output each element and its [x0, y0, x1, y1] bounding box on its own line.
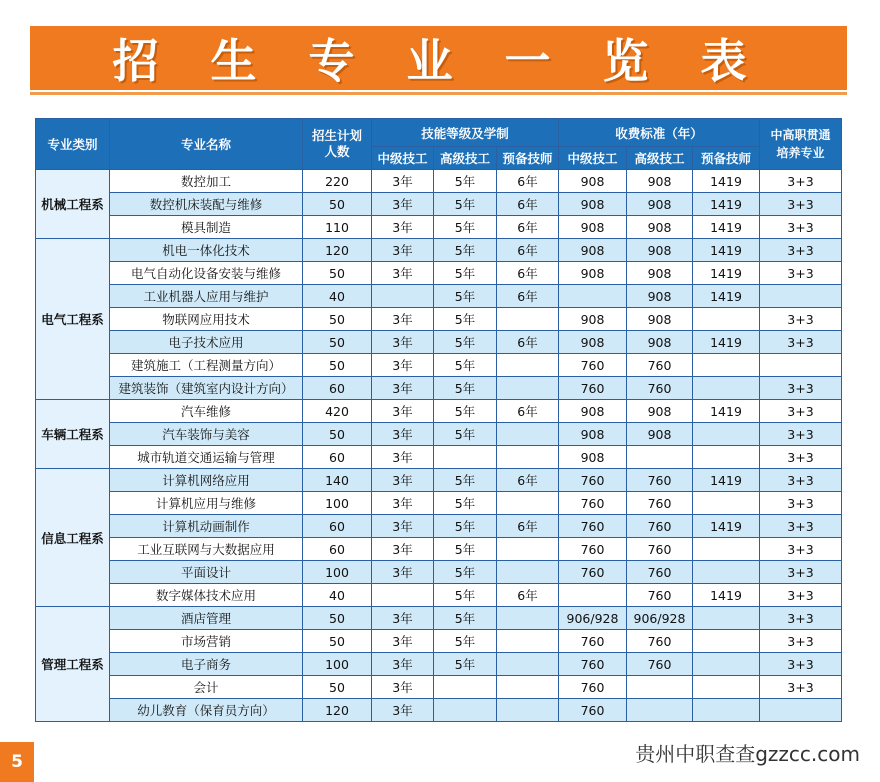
- cell-prep: [497, 538, 559, 561]
- cell-major: 城市轨道交通运输与管理: [110, 446, 303, 469]
- cell-major: 数控加工: [110, 170, 303, 193]
- cell-major: 电子商务: [110, 653, 303, 676]
- cell-fee-prep: [693, 423, 760, 446]
- cell-major: 计算机网络应用: [110, 469, 303, 492]
- cell-mid: 3年: [372, 239, 434, 262]
- cell-prep: 6年: [497, 216, 559, 239]
- cell-enroll: 40: [303, 584, 372, 607]
- cell-enroll: 140: [303, 469, 372, 492]
- cell-enroll: 50: [303, 262, 372, 285]
- header-fee-mid: 中级技工: [559, 147, 627, 170]
- header-prep: 预备技师: [497, 147, 559, 170]
- cell-enroll: 50: [303, 354, 372, 377]
- cell-mid: 3年: [372, 262, 434, 285]
- cell-high: 5年: [434, 607, 497, 630]
- table-row: [36, 331, 842, 354]
- cell-fee-high: 760: [627, 492, 693, 515]
- cell-enroll: 50: [303, 607, 372, 630]
- cell-prep: 6年: [497, 262, 559, 285]
- cell-fee-mid: 760: [559, 377, 627, 400]
- cell-major: 汽车维修: [110, 400, 303, 423]
- cell-prep: 6年: [497, 400, 559, 423]
- cell-fee-prep: [693, 308, 760, 331]
- cell-pathway: 3+3: [760, 262, 842, 285]
- cell-fee-prep: 1419: [693, 239, 760, 262]
- cell-prep: [497, 630, 559, 653]
- cell-fee-mid: 760: [559, 492, 627, 515]
- cell-fee-high: [627, 446, 693, 469]
- page-number: 5: [0, 742, 34, 782]
- cell-mid: 3年: [372, 607, 434, 630]
- cell-high: 5年: [434, 469, 497, 492]
- cell-fee-mid: 908: [559, 262, 627, 285]
- department-cell: 机械工程系: [36, 170, 110, 239]
- cell-major: 会计: [110, 676, 303, 699]
- table-row: [36, 492, 842, 515]
- cell-mid: 3年: [372, 377, 434, 400]
- cell-enroll: 60: [303, 538, 372, 561]
- cell-high: 5年: [434, 262, 497, 285]
- cell-enroll: 60: [303, 446, 372, 469]
- cell-fee-mid: 908: [559, 193, 627, 216]
- cell-prep: [497, 607, 559, 630]
- cell-high: 5年: [434, 515, 497, 538]
- cell-fee-mid: 760: [559, 653, 627, 676]
- cell-high: [434, 446, 497, 469]
- cell-high: 5年: [434, 308, 497, 331]
- cell-major: 物联网应用技术: [110, 308, 303, 331]
- cell-pathway: 3+3: [760, 676, 842, 699]
- cell-fee-high: 908: [627, 400, 693, 423]
- department-cell: 电气工程系: [36, 239, 110, 400]
- table-row: [36, 561, 842, 584]
- cell-high: 5年: [434, 239, 497, 262]
- cell-fee-prep: [693, 538, 760, 561]
- cell-fee-prep: [693, 561, 760, 584]
- cell-fee-high: 760: [627, 584, 693, 607]
- cell-enroll: 50: [303, 331, 372, 354]
- department-cell: 信息工程系: [36, 469, 110, 607]
- table-row: [36, 239, 842, 262]
- cell-pathway: 3+3: [760, 170, 842, 193]
- cell-major: 工业互联网与大数据应用: [110, 538, 303, 561]
- enrollment-table-container: [35, 118, 842, 722]
- cell-high: 5年: [434, 653, 497, 676]
- cell-mid: 3年: [372, 216, 434, 239]
- cell-fee-high: 760: [627, 538, 693, 561]
- cell-fee-prep: 1419: [693, 170, 760, 193]
- cell-pathway: 3+3: [760, 584, 842, 607]
- cell-fee-prep: 1419: [693, 285, 760, 308]
- banner-underline: [30, 92, 847, 95]
- cell-fee-high: 908: [627, 193, 693, 216]
- cell-mid: 3年: [372, 423, 434, 446]
- header-major: 专业名称: [110, 119, 303, 170]
- cell-mid: 3年: [372, 630, 434, 653]
- cell-prep: [497, 354, 559, 377]
- cell-fee-mid: 760: [559, 354, 627, 377]
- cell-prep: [497, 676, 559, 699]
- cell-fee-high: 760: [627, 653, 693, 676]
- cell-mid: 3年: [372, 515, 434, 538]
- cell-prep: 6年: [497, 193, 559, 216]
- cell-major: 模具制造: [110, 216, 303, 239]
- cell-fee-prep: [693, 630, 760, 653]
- cell-high: 5年: [434, 561, 497, 584]
- cell-mid: 3年: [372, 492, 434, 515]
- cell-major: 工业机器人应用与维护: [110, 285, 303, 308]
- header-fee-high: 高级技工: [627, 147, 693, 170]
- cell-pathway: 3+3: [760, 308, 842, 331]
- cell-major: 机电一体化技术: [110, 239, 303, 262]
- cell-pathway: 3+3: [760, 538, 842, 561]
- page-title: 招 生 专 业 一 览 表: [112, 34, 765, 88]
- cell-enroll: 220: [303, 170, 372, 193]
- table-row: [36, 170, 842, 193]
- cell-fee-mid: 760: [559, 699, 627, 722]
- cell-major: 平面设计: [110, 561, 303, 584]
- table-row: [36, 538, 842, 561]
- cell-pathway: 3+3: [760, 400, 842, 423]
- cell-pathway: [760, 354, 842, 377]
- cell-fee-high: [627, 676, 693, 699]
- cell-pathway: 3+3: [760, 216, 842, 239]
- cell-high: [434, 676, 497, 699]
- cell-fee-prep: [693, 492, 760, 515]
- cell-fee-prep: 1419: [693, 216, 760, 239]
- cell-enroll: 50: [303, 308, 372, 331]
- cell-pathway: 3+3: [760, 630, 842, 653]
- table-row: [36, 262, 842, 285]
- cell-high: 5年: [434, 630, 497, 653]
- cell-pathway: 3+3: [760, 561, 842, 584]
- cell-fee-high: 908: [627, 262, 693, 285]
- table-row: [36, 354, 842, 377]
- cell-high: 5年: [434, 423, 497, 446]
- cell-fee-mid: 908: [559, 170, 627, 193]
- cell-prep: [497, 377, 559, 400]
- table-row: [36, 653, 842, 676]
- department-cell: 管理工程系: [36, 607, 110, 722]
- cell-high: 5年: [434, 193, 497, 216]
- cell-pathway: 3+3: [760, 653, 842, 676]
- cell-fee-mid: 908: [559, 423, 627, 446]
- cell-major: 电气自动化设备安装与维修: [110, 262, 303, 285]
- table-row: [36, 423, 842, 446]
- cell-fee-high: 906/928: [627, 607, 693, 630]
- cell-fee-prep: [693, 676, 760, 699]
- cell-pathway: 3+3: [760, 423, 842, 446]
- cell-mid: 3年: [372, 170, 434, 193]
- cell-mid: 3年: [372, 193, 434, 216]
- table-row: [36, 515, 842, 538]
- table-row: [36, 216, 842, 239]
- table-row: [36, 193, 842, 216]
- cell-fee-high: 760: [627, 469, 693, 492]
- cell-fee-prep: [693, 377, 760, 400]
- cell-fee-high: 760: [627, 354, 693, 377]
- cell-major: 酒店管理: [110, 607, 303, 630]
- cell-prep: [497, 561, 559, 584]
- cell-major: 市场营销: [110, 630, 303, 653]
- cell-major: 电子技术应用: [110, 331, 303, 354]
- cell-prep: [497, 492, 559, 515]
- cell-fee-high: 760: [627, 561, 693, 584]
- cell-high: 5年: [434, 400, 497, 423]
- cell-pathway: 3+3: [760, 515, 842, 538]
- cell-enroll: 120: [303, 239, 372, 262]
- cell-fee-high: 908: [627, 285, 693, 308]
- cell-enroll: 110: [303, 216, 372, 239]
- cell-prep: [497, 653, 559, 676]
- cell-prep: [497, 423, 559, 446]
- cell-mid: 3年: [372, 538, 434, 561]
- cell-fee-high: [627, 699, 693, 722]
- department-cell: 车辆工程系: [36, 400, 110, 469]
- cell-major: 幼儿教育（保育员方向）: [110, 699, 303, 722]
- cell-pathway: 3+3: [760, 469, 842, 492]
- cell-prep: [497, 446, 559, 469]
- cell-high: 5年: [434, 170, 497, 193]
- cell-enroll: 120: [303, 699, 372, 722]
- cell-enroll: 50: [303, 676, 372, 699]
- cell-fee-mid: 760: [559, 630, 627, 653]
- cell-prep: 6年: [497, 285, 559, 308]
- cell-fee-high: 908: [627, 308, 693, 331]
- cell-prep: 6年: [497, 584, 559, 607]
- table-row: [36, 400, 842, 423]
- header-pathway-text: 中高职贯通培养专业: [770, 128, 831, 160]
- header-enroll-text: 招生计划人数: [311, 128, 362, 159]
- table-row: [36, 584, 842, 607]
- cell-prep: 6年: [497, 515, 559, 538]
- cell-pathway: 3+3: [760, 446, 842, 469]
- cell-mid: 3年: [372, 308, 434, 331]
- cell-fee-prep: 1419: [693, 193, 760, 216]
- cell-major: 汽车装饰与美容: [110, 423, 303, 446]
- cell-fee-mid: 908: [559, 239, 627, 262]
- cell-fee-prep: [693, 446, 760, 469]
- cell-fee-prep: 1419: [693, 515, 760, 538]
- cell-enroll: 100: [303, 492, 372, 515]
- cell-high: 5年: [434, 354, 497, 377]
- cell-prep: 6年: [497, 239, 559, 262]
- cell-mid: 3年: [372, 469, 434, 492]
- cell-major: 建筑装饰（建筑室内设计方向）: [110, 377, 303, 400]
- cell-mid: [372, 584, 434, 607]
- cell-major: 数控机床装配与维修: [110, 193, 303, 216]
- watermark-text: 贵州中职查查gzzcc.com: [635, 742, 860, 766]
- cell-pathway: 3+3: [760, 492, 842, 515]
- cell-pathway: 3+3: [760, 193, 842, 216]
- cell-fee-prep: [693, 653, 760, 676]
- cell-pathway: [760, 699, 842, 722]
- cell-high: 5年: [434, 285, 497, 308]
- cell-enroll: 100: [303, 653, 372, 676]
- cell-major: 计算机动画制作: [110, 515, 303, 538]
- header-mid: 中级技工: [372, 147, 434, 170]
- cell-fee-mid: 908: [559, 331, 627, 354]
- table-row: [36, 676, 842, 699]
- cell-fee-mid: 760: [559, 561, 627, 584]
- cell-fee-prep: 1419: [693, 469, 760, 492]
- cell-fee-high: 908: [627, 170, 693, 193]
- table-row: [36, 699, 842, 722]
- cell-mid: 3年: [372, 331, 434, 354]
- table-row: [36, 469, 842, 492]
- table-row: [36, 377, 842, 400]
- table-row: [36, 630, 842, 653]
- cell-enroll: 40: [303, 285, 372, 308]
- header-fee-prep: 预备技师: [693, 147, 760, 170]
- cell-major: 数字媒体技术应用: [110, 584, 303, 607]
- cell-pathway: 3+3: [760, 377, 842, 400]
- cell-mid: 3年: [372, 676, 434, 699]
- table-row: [36, 446, 842, 469]
- cell-fee-prep: 1419: [693, 262, 760, 285]
- table-row: [36, 285, 842, 308]
- cell-fee-mid: 760: [559, 469, 627, 492]
- cell-fee-mid: 760: [559, 515, 627, 538]
- cell-enroll: 60: [303, 377, 372, 400]
- cell-high: 5年: [434, 492, 497, 515]
- cell-fee-mid: 908: [559, 446, 627, 469]
- cell-enroll: 50: [303, 423, 372, 446]
- enrollment-table: [35, 118, 842, 722]
- cell-high: 5年: [434, 331, 497, 354]
- cell-fee-prep: 1419: [693, 331, 760, 354]
- cell-pathway: 3+3: [760, 331, 842, 354]
- cell-high: 5年: [434, 584, 497, 607]
- cell-enroll: 60: [303, 515, 372, 538]
- cell-mid: 3年: [372, 653, 434, 676]
- cell-mid: 3年: [372, 354, 434, 377]
- cell-enroll: 420: [303, 400, 372, 423]
- cell-fee-high: 908: [627, 331, 693, 354]
- cell-fee-prep: [693, 354, 760, 377]
- cell-fee-mid: [559, 285, 627, 308]
- cell-fee-mid: [559, 584, 627, 607]
- header-fee-group: 收费标准（年）: [559, 119, 760, 147]
- cell-pathway: 3+3: [760, 239, 842, 262]
- cell-fee-high: 908: [627, 423, 693, 446]
- cell-fee-mid: 760: [559, 676, 627, 699]
- cell-mid: 3年: [372, 561, 434, 584]
- title-banner: [30, 26, 847, 90]
- cell-pathway: 3+3: [760, 607, 842, 630]
- cell-fee-mid: 906/928: [559, 607, 627, 630]
- cell-fee-prep: 1419: [693, 584, 760, 607]
- cell-high: 5年: [434, 377, 497, 400]
- cell-fee-prep: [693, 699, 760, 722]
- cell-prep: 6年: [497, 170, 559, 193]
- cell-fee-high: 760: [627, 377, 693, 400]
- cell-high: 5年: [434, 216, 497, 239]
- cell-mid: 3年: [372, 446, 434, 469]
- cell-prep: [497, 699, 559, 722]
- cell-fee-prep: 1419: [693, 400, 760, 423]
- cell-fee-high: 760: [627, 515, 693, 538]
- cell-major: 建筑施工（工程测量方向）: [110, 354, 303, 377]
- header-enroll: [303, 119, 372, 170]
- header-pathway: [760, 119, 842, 170]
- cell-mid: [372, 285, 434, 308]
- cell-fee-mid: 908: [559, 216, 627, 239]
- cell-enroll: 50: [303, 630, 372, 653]
- cell-fee-mid: 908: [559, 400, 627, 423]
- cell-fee-mid: 760: [559, 538, 627, 561]
- cell-prep: 6年: [497, 331, 559, 354]
- cell-enroll: 50: [303, 193, 372, 216]
- table-body: [36, 170, 842, 722]
- cell-fee-high: 760: [627, 630, 693, 653]
- cell-mid: 3年: [372, 699, 434, 722]
- cell-prep: 6年: [497, 469, 559, 492]
- table-row: [36, 607, 842, 630]
- header-high: 高级技工: [434, 147, 497, 170]
- cell-high: 5年: [434, 538, 497, 561]
- table-row: [36, 308, 842, 331]
- cell-fee-prep: [693, 607, 760, 630]
- header-category: 专业类别: [36, 119, 110, 170]
- cell-fee-mid: 908: [559, 308, 627, 331]
- cell-prep: [497, 308, 559, 331]
- cell-enroll: 100: [303, 561, 372, 584]
- cell-major: 计算机应用与维修: [110, 492, 303, 515]
- cell-mid: 3年: [372, 400, 434, 423]
- header-skill-group: 技能等级及学制: [372, 119, 559, 147]
- cell-fee-high: 908: [627, 216, 693, 239]
- cell-pathway: [760, 285, 842, 308]
- cell-fee-high: 908: [627, 239, 693, 262]
- cell-high: [434, 699, 497, 722]
